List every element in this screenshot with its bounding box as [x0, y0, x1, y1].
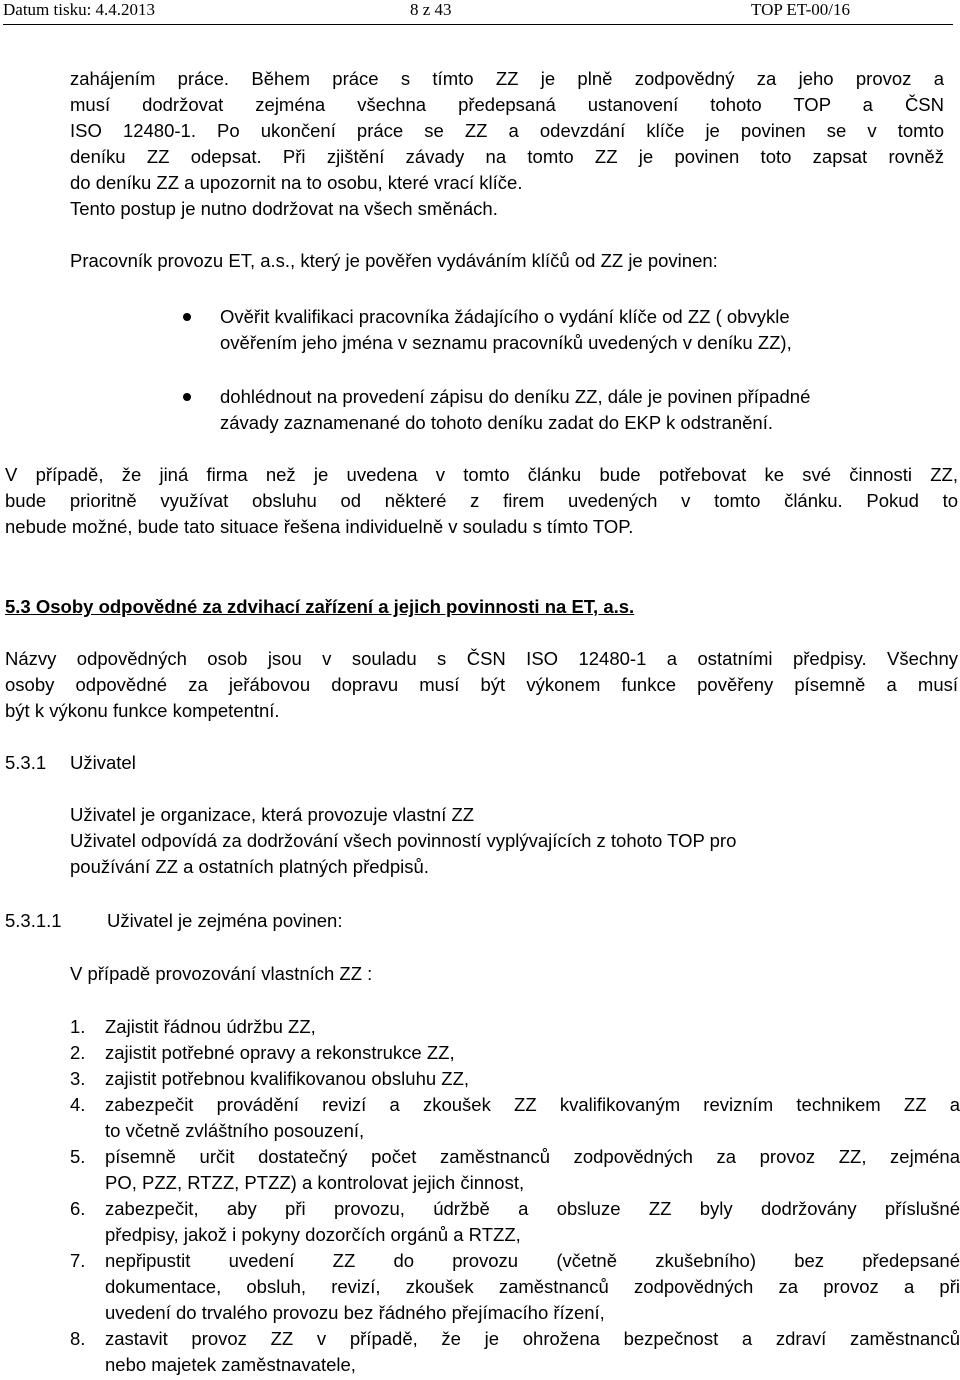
list-number: 8.: [70, 1328, 86, 1349]
section-5-3-paragraph: [5, 646, 958, 724]
print-date: Datum tisku: 4.4.2013: [3, 0, 156, 19]
section-title: Osoby odpovědné za zdvihací zařízení a jejich povinnosti na ET, a.s.: [30, 596, 635, 617]
text-line: Uživatel odpovídá za dodržování všech povinností vyplývajících z tohoto TOP pro: [70, 830, 737, 851]
section-5-3-1-paragraph: [70, 802, 944, 880]
list-item: [70, 1066, 960, 1092]
list-item: [70, 1040, 960, 1066]
page-header: [0, 0, 960, 22]
text-line: do deníku ZZ a upozornit na to osobu, které vrací klíče.: [70, 172, 523, 193]
text-line: to včetně zvláštního posouzení,: [105, 1120, 365, 1141]
list-number: 4.: [70, 1094, 86, 1115]
text-line: dohlédnout na provedení zápisu do deníku ZZ, dále je povinen případné: [220, 386, 811, 407]
list-text: [105, 1326, 960, 1378]
text-line: nebo majetek zaměstnavatele,: [105, 1354, 356, 1375]
bullet-item: [220, 384, 950, 436]
list-text: [105, 1144, 960, 1196]
text-line: musí dodržovat zejména všechna předepsaná ustanovení tohoto TOP a ČSN: [70, 94, 944, 115]
list-text: [105, 1248, 960, 1326]
section-title-5-3-1: Uživatel: [70, 752, 136, 773]
text-line: PO, PZZ, RTZZ, PTZZ) a kontrolovat jejich činnost,: [105, 1172, 525, 1193]
text-line: uvedení do trvalého provozu bez řádného přejímacího řízení,: [105, 1302, 605, 1323]
list-number: 1.: [70, 1016, 86, 1037]
text-line: ověřením jeho jména v seznamu pracovníků uvedených v deníku ZZ),: [220, 332, 792, 353]
list-text: Zajistit řádnou údržbu ZZ,: [105, 1016, 316, 1037]
text-line: V případě, že jiná firma než je uvedena v tomto článku bude potřebovat ke své činnosti ZZ,: [5, 464, 958, 485]
text-line: nepřipustit uvedení ZZ do provozu (včetně zkušebního) bez předepsané: [105, 1250, 960, 1271]
text-line: Uživatel je organizace, která provozuje vlastní ZZ: [70, 804, 475, 825]
shift-note: Tento postup je nutno dodržovat na všech směnách.: [70, 198, 498, 219]
text-line: používání ZZ a ostatních platných předpisů.: [70, 856, 429, 877]
document-id: TOP ET-00/16: [751, 0, 851, 19]
text-line: zastavit provoz ZZ v případě, že je ohrožena bezpečnost a zdraví zaměstnanců: [105, 1328, 960, 1349]
text-line: Ověřit kvalifikaci pracovníka žádajícího o vydání klíče od ZZ ( obvykle: [220, 306, 790, 327]
list-number: 5.: [70, 1146, 86, 1167]
text-line: ISO 12480-1. Po ukončení práce se ZZ a odevzdání klíče je povinen se v tomto: [70, 120, 944, 141]
worker-intro: Pracovník provozu ET, a.s., který je pověřen vydáváním klíčů od ZZ je povinen:: [70, 250, 718, 271]
section-number-5-3-1: 5.3.1: [5, 752, 47, 773]
text-line: osoby odpovědné za jeřábovou dopravu musí být výkonem funkce pověřeny písemně a musí: [5, 674, 958, 695]
header-divider: [3, 24, 953, 25]
list-item: [70, 1196, 960, 1248]
text-line: závady zaznamenané do tohoto deníku zadat do EKP k odstranění.: [220, 412, 773, 433]
list-number: 6.: [70, 1198, 86, 1219]
bullet-dot: [183, 393, 191, 401]
text-line: dokumentace, obsluh, revizí, zkoušek zaměstnanců zodpovědných za provoz a při: [105, 1276, 960, 1297]
section-number: 5.3: [5, 596, 31, 617]
text-line: zahájením práce. Během práce s tímto ZZ je plně zodpovědný za jeho provoz a: [70, 68, 944, 89]
list-item: [70, 1144, 960, 1196]
page-number: 8 z 43: [410, 0, 452, 19]
text-line: nebude možné, bude tato situace řešena individuelně v souladu s tímto TOP.: [5, 516, 634, 537]
list-item: [70, 1092, 960, 1144]
text-line: předpisy, jakož i pokyny dozorčích orgánů a RTZZ,: [105, 1224, 521, 1245]
list-item: [70, 1248, 960, 1326]
case-label: V případě provozování vlastních ZZ :: [70, 963, 373, 984]
section-title-5-3-1-1: Uživatel je zejména povinen:: [107, 910, 343, 931]
list-item: [70, 1326, 960, 1378]
list-text: zajistit potřebnou kvalifikovanou obsluhu ZZ,: [105, 1068, 470, 1089]
list-text: [105, 1196, 960, 1248]
bullet-item: [220, 304, 950, 356]
text-line: zabezpečit, aby při provozu, údržbě a obsluze ZZ byly dodržovány příslušné: [105, 1198, 960, 1219]
list-number: 3.: [70, 1068, 86, 1089]
list-item: [70, 1014, 960, 1040]
list-text: [105, 1092, 960, 1144]
text-line: být k výkonu funkce kompetentní.: [5, 700, 280, 721]
text-line: deníku ZZ odepsat. Při zjištění závady na tomto ZZ je povinen toto zapsat rovněž: [70, 146, 944, 167]
list-number: 7.: [70, 1250, 86, 1271]
text-line: bude prioritně využívat obsluhu od některé z firem uvedených v tomto článku. Pokud to: [5, 490, 958, 511]
list-text: zajistit potřebné opravy a rekonstrukce ZZ,: [105, 1042, 455, 1063]
section-heading-5-3: [5, 594, 905, 620]
text-line: zabezpečit provádění revizí a zkoušek ZZ kvalifikovaným revizním technikem ZZ a: [105, 1094, 960, 1115]
list-number: 2.: [70, 1042, 86, 1063]
text-line: písemně určit dostatečný počet zaměstnanců zodpovědných za provoz ZZ, zejména: [105, 1146, 960, 1167]
text-line: Názvy odpovědných osob jsou v souladu s ČSN ISO 12480-1 a ostatními předpisy. Všechny: [5, 648, 958, 669]
bullet-dot: [183, 313, 191, 321]
intro-paragraph: [70, 66, 944, 196]
other-firm-paragraph: [5, 462, 958, 540]
section-number-5-3-1-1: 5.3.1.1: [5, 910, 62, 931]
